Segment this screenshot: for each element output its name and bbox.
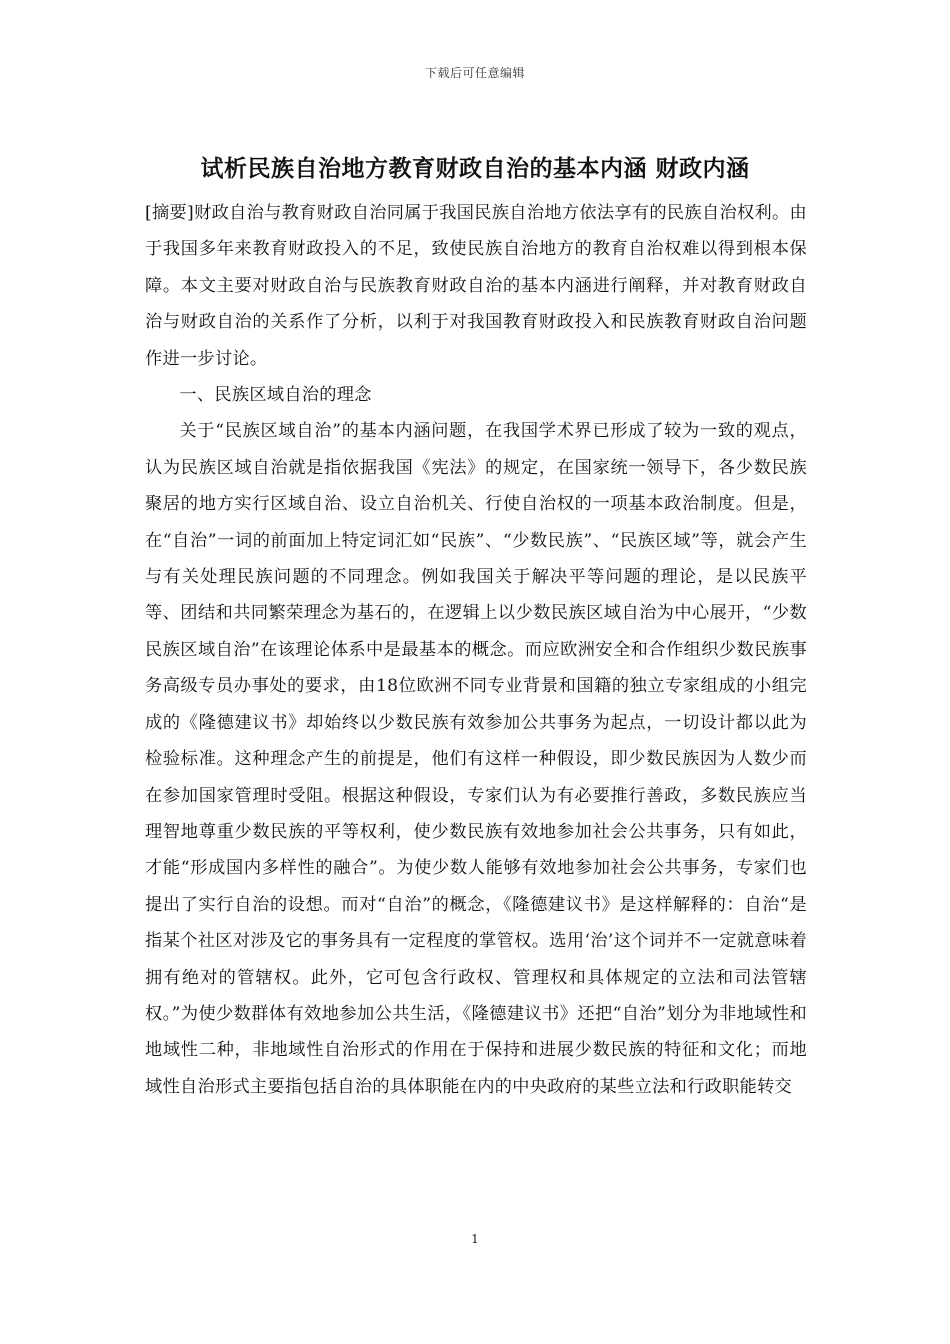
abstract-paragraph: [摘要]财政自治与教育财政自治同属于我国民族自治地方依法享有的民族自治权利。由于我国多年来教育财政投入的不足，致使民族自治地方的教育自治权难以得到根本保障。本文主要对财政自治与民族教育财政自治的基本内涵进行阐释，并对教育财政自治与财政自治的关系作了分析，以利于对我国教育财政投入和民族教育财政自治问题作进一步讨论。 — [145, 203, 807, 369]
body-paragraph: 关于“民族区域自治”的基本内涵问题，在我国学术界已形成了较为一致的观点，认为民族区域自治就是指依据我国《宪法》的规定，在国家统一领导下，各少数民族聚居的地方实行区域自治、设立自治机关、行使自治权的一项基本政治制度。但是，在“自治”一词的前面加上特定词汇如“民族”、“少数民族”、“民族区域”等，就会产生与有关处理民族问题的不同理念。例如我国关于解决平等问题的理论，是以民族平等、团结和共同繁荣理念为基石的，在逻辑上以少数民族区域自治为中心展开，“少数民族区域自治”在该理论体系中是最基本的概念。而应欧洲安全和合作组织少数民族事务高级专员办事处的要求，由18位欧洲不同专业背景和国籍的独立专家组成的小组完成的《隆德建议书》却始终以少数民族有效参加公共事务为起点，一切设计都以此为检验标准。这种理念产生的前提是，他们有这样一种假设，即少数民族因为人数少而在参加国家管理时受阻。根据这种假设，专家们认为有必要推行善政，多数民族应当理智地尊重少数民族的平等权利，使少数民族有效地参加社会公共事务，只有如此，才能“形成国内多样性的融合”。为使少数人能够有效地参加社会公共事务，专家们也提出了实行自治的设想。而对“自治”的概念，《隆德建议书》是这样解释的：自治“是指某个社区对涉及它的事务具有一定程度的掌管权。选用‘治’这个词并不一定就意味着拥有绝对的管辖权。此外，它可包含行政权、管理权和具体规定的立法和司法管辖权。”为使少数群体有效地参加公共生活，《隆德建议书》还把“自治”划分为非地域性和地域性二种，非地域性自治形式的作用在于保持和进展少数民族的特征和文化；而地域性自治形式主要指包括自治的具体职能在内的中央政府的某些立法和行政职能转交 — [145, 421, 807, 1097]
page-header: 下载后可任意编辑 — [424, 66, 525, 80]
page-number: 1 — [471, 1232, 479, 1246]
section-heading: 一、民族区域自治的理念 — [179, 385, 372, 406]
document-body — [145, 195, 807, 1105]
document-title: 试析民族自治地方教育财政自治的基本内涵 财政内涵 — [200, 155, 750, 182]
